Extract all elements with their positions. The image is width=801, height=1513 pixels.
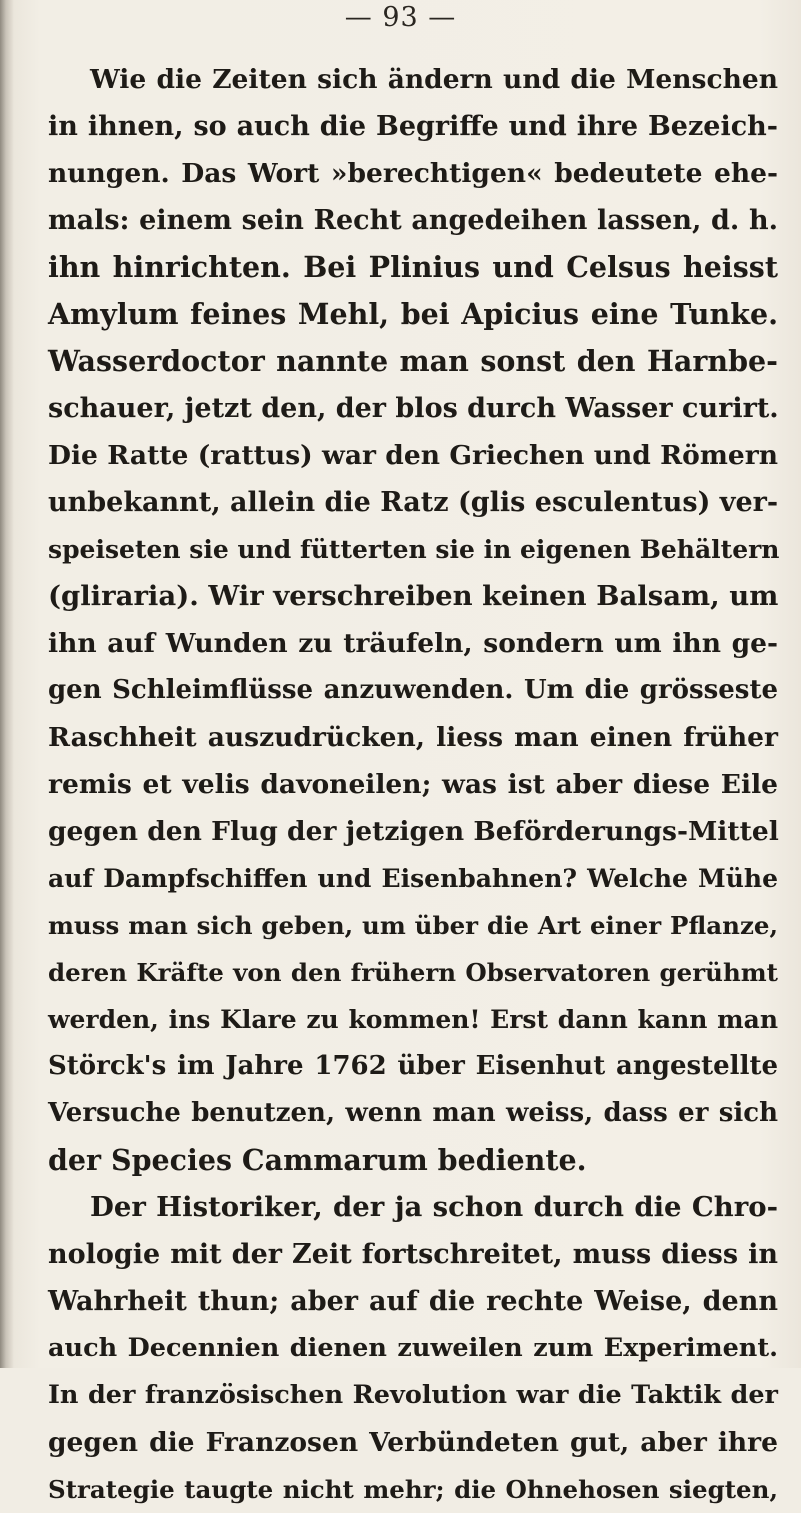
text-line: Wasserdoctor nannte man sonst den Harnbe- — [48, 344, 778, 378]
text-line: Raschheit auszudrücken, liess man einen früher — [48, 722, 778, 753]
text-line: gegen die Franzosen Verbündeten gut, aber ihre — [48, 1427, 778, 1458]
text-line: Strategie taugte nicht mehr; die Ohnehosen siegten, — [48, 1475, 778, 1504]
text-line: in ihnen, so auch die Begriffe und ihre Bezeich- — [48, 111, 778, 142]
text-line: auch Decennien dienen zuweilen zum Experiment. — [48, 1333, 778, 1363]
text-line: (gliraria). Wir verschreiben keinen Balsam, um — [48, 580, 779, 612]
text-line: Der Historiker, der ja schon durch die Chro- — [90, 1191, 778, 1223]
text-line: schauer, jetzt den, der blos durch Wasser curirt. — [48, 393, 779, 424]
binding-shadow — [0, 0, 14, 1368]
text-line: Wahrheit thun; aber auf die rechte Weise, denn — [48, 1286, 778, 1317]
text-line: deren Kräfte von den frühern Observatoren gerühmt — [48, 958, 778, 987]
text-line: nologie mit der Zeit fortschreitet, muss diess in — [48, 1239, 778, 1270]
text-line: werden, ins Klare zu kommen! Erst dann kann man — [48, 1005, 778, 1034]
text-line: mals: einem sein Recht angedeihen lassen, d. h. — [48, 205, 778, 236]
text-line: unbekannt, allein die Ratz (glis esculentus) ver- — [48, 487, 779, 518]
text-line: Die Ratte (rattus) war den Griechen und Römern — [48, 440, 778, 471]
text-line: gen Schleimflüsse anzuwenden. Um die grösseste — [48, 675, 778, 705]
text-line: gegen den Flug der jetzigen Beförderungs-Mittel — [48, 816, 779, 847]
page-number: — 93 — — [344, 2, 457, 33]
text-line: nungen. Das Wort »berechtigen« bedeutete ehe- — [48, 158, 778, 189]
text-line: der Species Cammarum bediente. — [48, 1143, 587, 1177]
text-line: ihn hinrichten. Bei Plinius und Celsus heisst — [48, 250, 778, 284]
text-line: Wie die Zeiten sich ändern und die Menschen — [90, 64, 778, 95]
text-line: speiseten sie und fütterten sie in eigenen Behältern — [48, 535, 780, 564]
body-text — [48, 56, 778, 1513]
text-line: muss man sich geben, um über die Art einer Pflanze, — [48, 911, 778, 940]
text-line: Amylum feines Mehl, bei Apicius eine Tunke. — [48, 297, 778, 331]
text-line: Versuche benutzen, wenn man weiss, dass er sich — [48, 1098, 778, 1128]
text-line: In der französischen Revolution war die Taktik der — [48, 1380, 778, 1410]
text-line: ihn auf Wunden zu träufeln, sondern um ihn ge- — [48, 628, 778, 659]
text-line: Störck's im Jahre 1762 über Eisenhut angestellte — [48, 1051, 778, 1081]
text-line: auf Dampfschiffen und Eisenbahnen? Welche Mühe — [48, 864, 778, 893]
text-line: remis et velis davoneilen; was ist aber diese Eile — [48, 769, 778, 800]
